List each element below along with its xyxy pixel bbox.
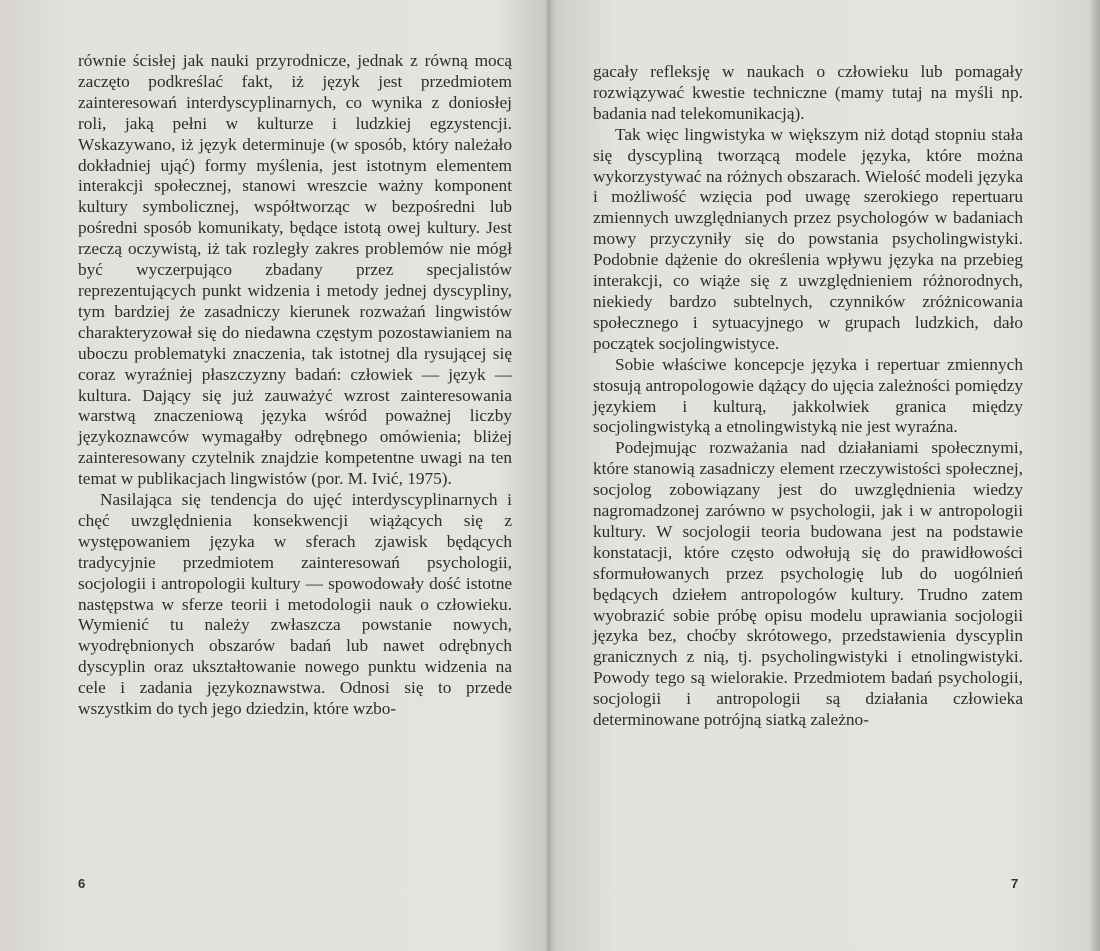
right-page (552, 0, 1100, 951)
paragraph: równie ścisłej jak nauki przyrodnicze, jednak z równą mocą zaczęto podkreślać fakt, iż język jest przedmiotem zainteresowań interdyscyplinarnych, co wynika z doniosłej roli, jaką pełni w kulturze i ludzkiej egzystencji. Wskazywano, iż język determinuje (w sposób, który należało dokładniej ująć) formy myślenia, jest istotnym elementem interakcji społecznej, stanowi wreszcie ważny komponent kultury symbolicznej, współtworząc w bezpośredni lub pośredni sposób komunikaty, będące istotą owej kultury. Jest rzeczą oczywistą, iż tak rozległy zakres problemów nie mógł być wyczerpująco zbadany przez specjalistów reprezentujących punkt widzenia i metody jednej dyscypliny, tym bardziej że zasadniczy kierunek rozważań lingwistów charakteryzował się do niedawna częstym pozostawianiem na uboczu problematyki znaczenia, tak istotnej dla rysującej się coraz wyraźniej płaszczyzny badań: człowiek — język — kultura. Dający się już zauważyć wzrost zainteresowania warstwą znaczeniową języka wśród poważnej liczby językoznawców wymagałby odrębnego omówienia; bliżej zainteresowany czytelnik znajdzie kompetentne uwagi na ten temat w publikacjach lingwistów (por. M. Ivić, 1975). (78, 51, 512, 489)
left-page-text (78, 51, 512, 720)
left-page (0, 0, 548, 951)
paragraph: Podejmując rozważania nad działaniami społecznymi, które stanowią zasadniczy element rzeczywistości społecznej, socjolog zobowiązany jest do uwzględnienia wiedzy nagromadzonej zarówno w psychologii, jak i w antropologii kultury. W socjologii teoria budowana jest na podstawie konstatacji, które często odwołują się do prawidłowości sformułowanych przez psychologię lub do uogólnień będących dziełem antropologów kultury. Trudno zatem wyobrazić sobie próbę opisu modelu uprawiania socjologii języka bez, choćby skrótowego, przedstawienia dyscyplin granicznych z nią, tj. psycholingwistyki i etnolingwistyki. Powody tego są wielorakie. Przedmiotem badań psychologii, socjologii i antropologii są działania człowieka determinowane potrójną siatką zależno- (593, 438, 1023, 730)
paragraph: Nasilająca się tendencja do ujęć interdyscyplinarnych i chęć uwzględnienia konsekwencji wiążących się z występowaniem języka w sferach zjawisk będących tradycyjnie przedmiotem zainteresowań psychologii, socjologii i antropologii kultury — spowodowały dość istotne następstwa w sferze teorii i metodologii nauk o człowieku. Wymienić tu należy zwłaszcza powstanie nowych, wyodrębnionych obszarów badań lub nawet odrębnych dyscyplin oraz ukształtowanie nowego punktu widzenia na cele i zadania językoznawstwa. Odnosi się to przede wszystkim do tych jego dziedzin, które wzbo- (78, 490, 512, 719)
right-page-text (593, 62, 1023, 731)
paragraph: Sobie właściwe koncepcje języka i repertuar zmiennych stosują antropologowie dążący do ujęcia zależności pomiędzy językiem i kulturą, jakkolwiek granica między socjolingwistyką a etnolingwistyką nie jest wyraźna. (593, 354, 1023, 437)
page-edge (1088, 0, 1100, 951)
page-number: 6 (78, 876, 86, 891)
page-number: 7 (1011, 876, 1019, 891)
paragraph: gacały refleksję w naukach o człowieku lub pomagały rozwiązywać kwestie techniczne (mamy tutaj na myśli np. badania nad telekomunikacją). (593, 62, 1023, 123)
paragraph: Tak więc lingwistyka w większym niż dotąd stopniu stała się dyscypliną tworzącą modele języka, które można wykorzystywać na różnych obszarach. Wielość modeli języka i możliwość wzięcia pod uwagę szerokiego repertuaru zmiennych uwzględnianych przez psychologów w badaniach mowy przyczyniły się do powstania psycholingwistyki. Podobnie dążenie do określenia wpływu języka na przebieg interakcji, co wiąże się z uwzględnieniem różnorodnych, niekiedy bardzo subtelnych, czynników zróżnicowania społecznego i sytuacyjnego w grupach ludzkich, dało początek socjolingwistyce. (593, 124, 1023, 353)
